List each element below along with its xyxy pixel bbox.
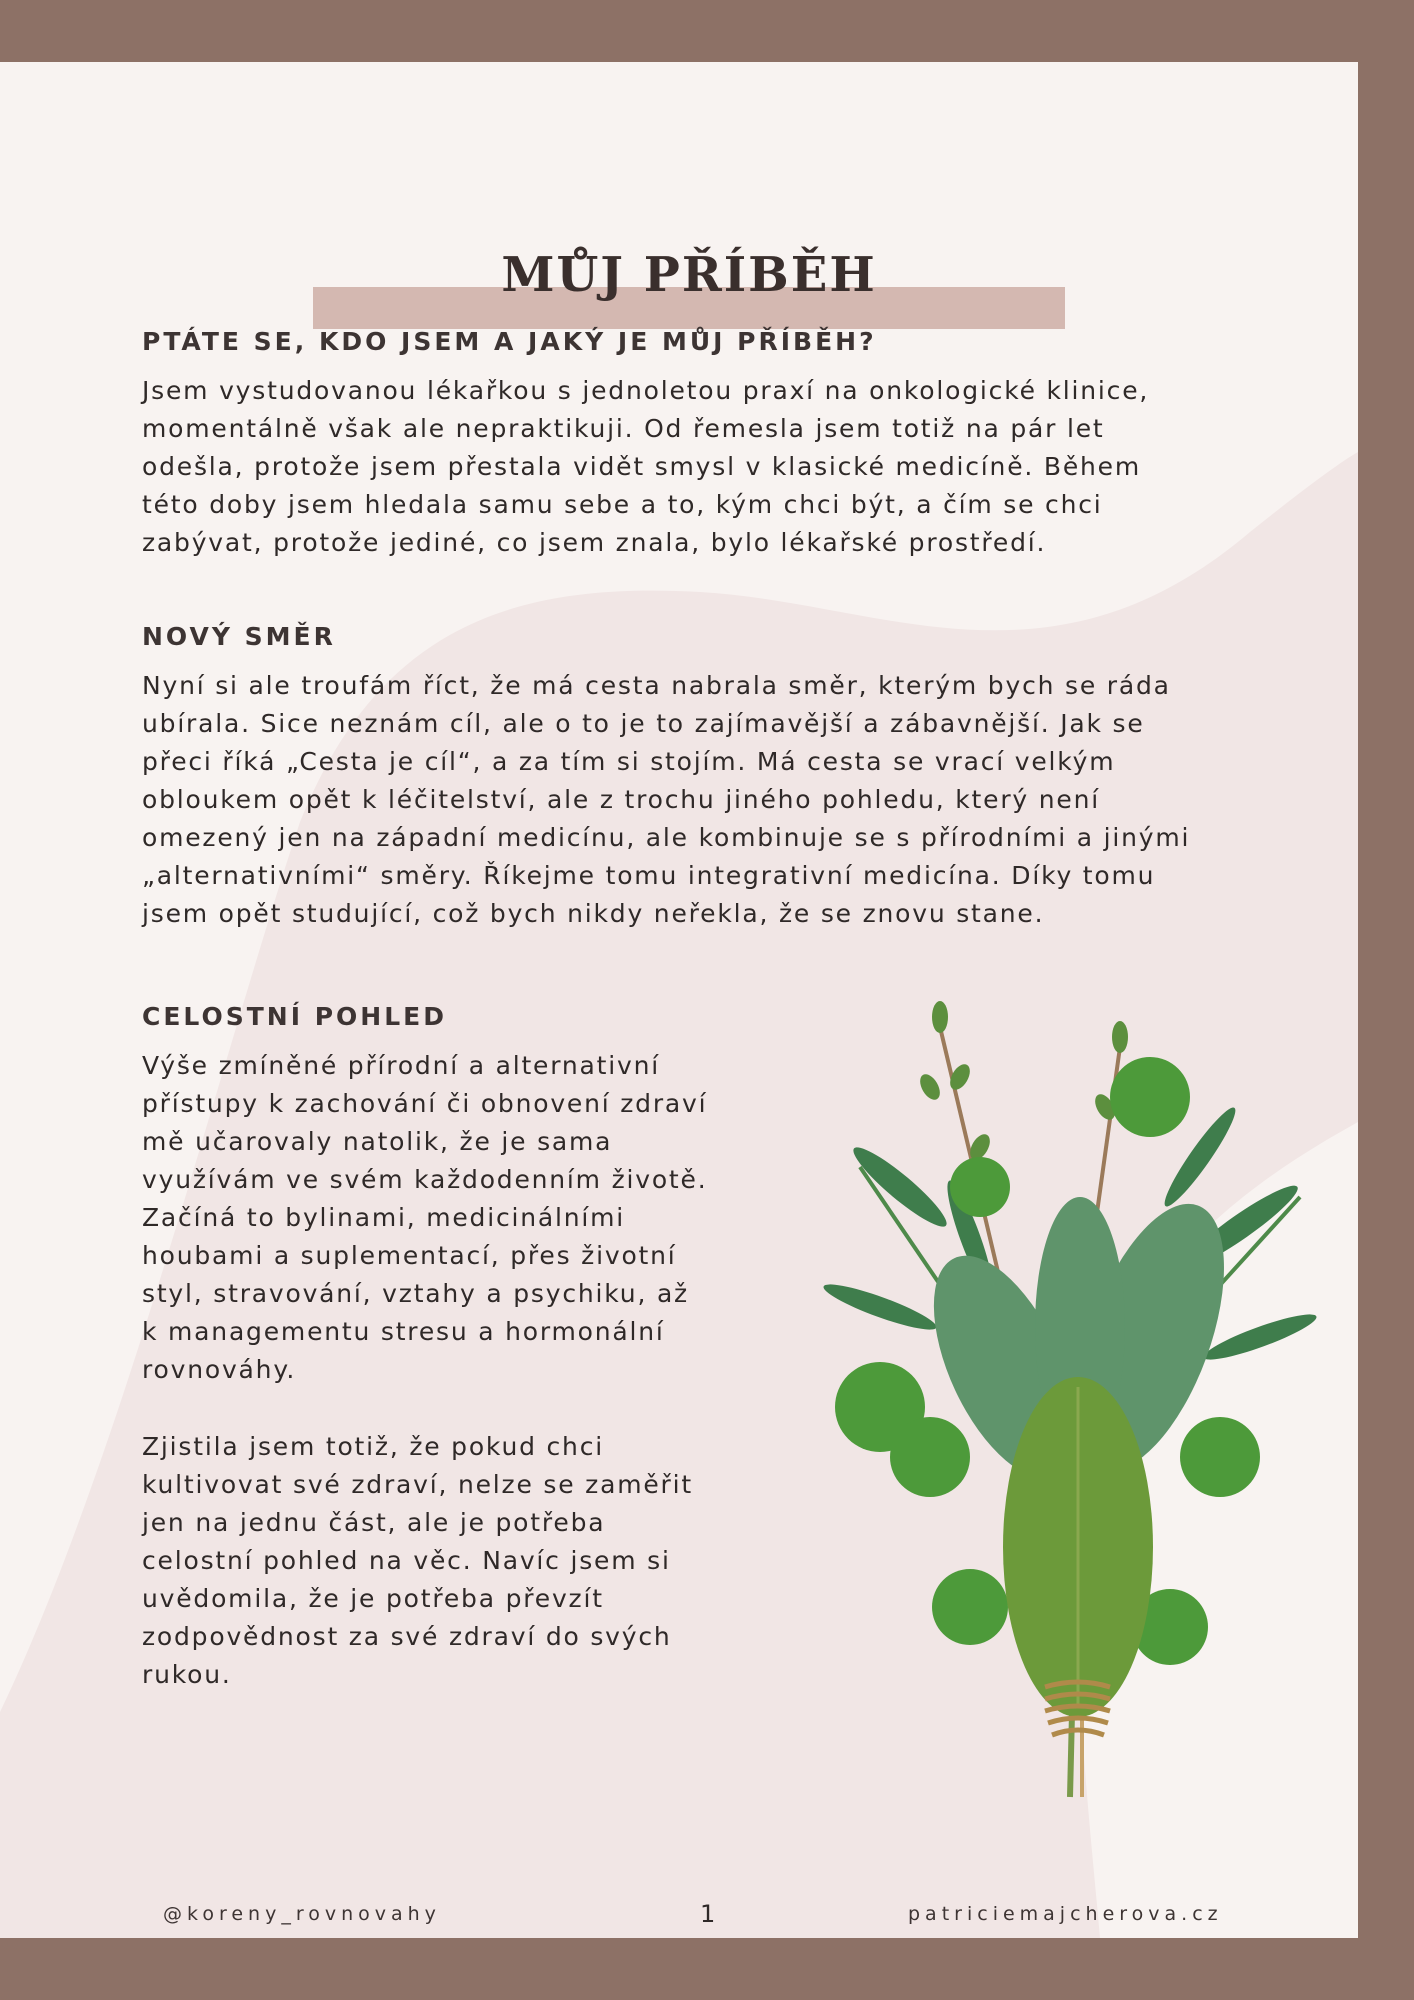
section-heading-holistic: CELOSTNÍ POHLED (142, 1002, 447, 1031)
section-text-holistic-2: Zjistila jsem totiž, že pokud chci kultivovat své zdraví, nelze se zaměřit jen na jednu část, ale je potřeba celostní pohled na věc. Navíc jsem si uvědomila, že je potřeba převzít zodpovědnost za své zdraví do svých rukou. (142, 1432, 693, 1689)
section-text-new-direction: Nyní si ale troufám říct, že má cesta nabrala směr, kterým bych se ráda ubírala. Sice neznám cíl, ale o to je to zajímavější a zábavnější. Jak se přeci říká „Cesta je cíl“, a za tím si stojím. Má cesta se vrací velkým obloukem opět k léčitelství, ale z trochu jiného pohledu, který není omezený jen na západní medicínu, ale kombinuje se s přírodními a jinými „alternativními“ směry. Říkejme tomu integrativní medicína. Díky tomu jsem opět studující, což bych nikdy neřekla, že se znovu stane. (142, 671, 1191, 928)
section-heading-story: PTÁTE SE, KDO JSEM A JAKÝ JE MŮJ PŘÍBĚH? (142, 327, 877, 356)
section-text-story: Jsem vystudovanou lékařkou s jednoletou praxí na onkologické klinice, momentálně však ale nepraktikuji. Od řemesla jsem totiž na pár let odešla, protože jsem přestala vidět smysl v klasické medicíně. Během této doby jsem hledala samu sebe a to, kým chci být, a čím se chci zabývat, protože jediné, co jsem znala, bylo lékařské prostředí. (142, 376, 1150, 557)
page-number: 1 (700, 1900, 716, 1928)
document-page (0, 62, 1358, 1938)
title-block (313, 187, 1065, 303)
website-url: patriciemajcherova.cz (908, 1903, 1223, 1925)
section-heading-new-direction: NOVÝ SMĚR (142, 622, 336, 651)
section-text-holistic-1: Výše zmíněné přírodní a alternativní přístupy k zachování či obnovení zdraví mě učarovaly natolik, že je sama využívám ve svém každodenním životě. Začíná to bylinami, medicinálními houbami a suplementací, přes životní styl, stravování, vztahy a psychiku, až k managementu stresu a hormonální rovnováhy. (142, 1051, 708, 1384)
instagram-handle: @koreny_rovnovahy (163, 1903, 441, 1925)
page-title: MŮJ PŘÍBĚH (501, 247, 877, 303)
herb-bouquet-icon (820, 987, 1320, 1807)
